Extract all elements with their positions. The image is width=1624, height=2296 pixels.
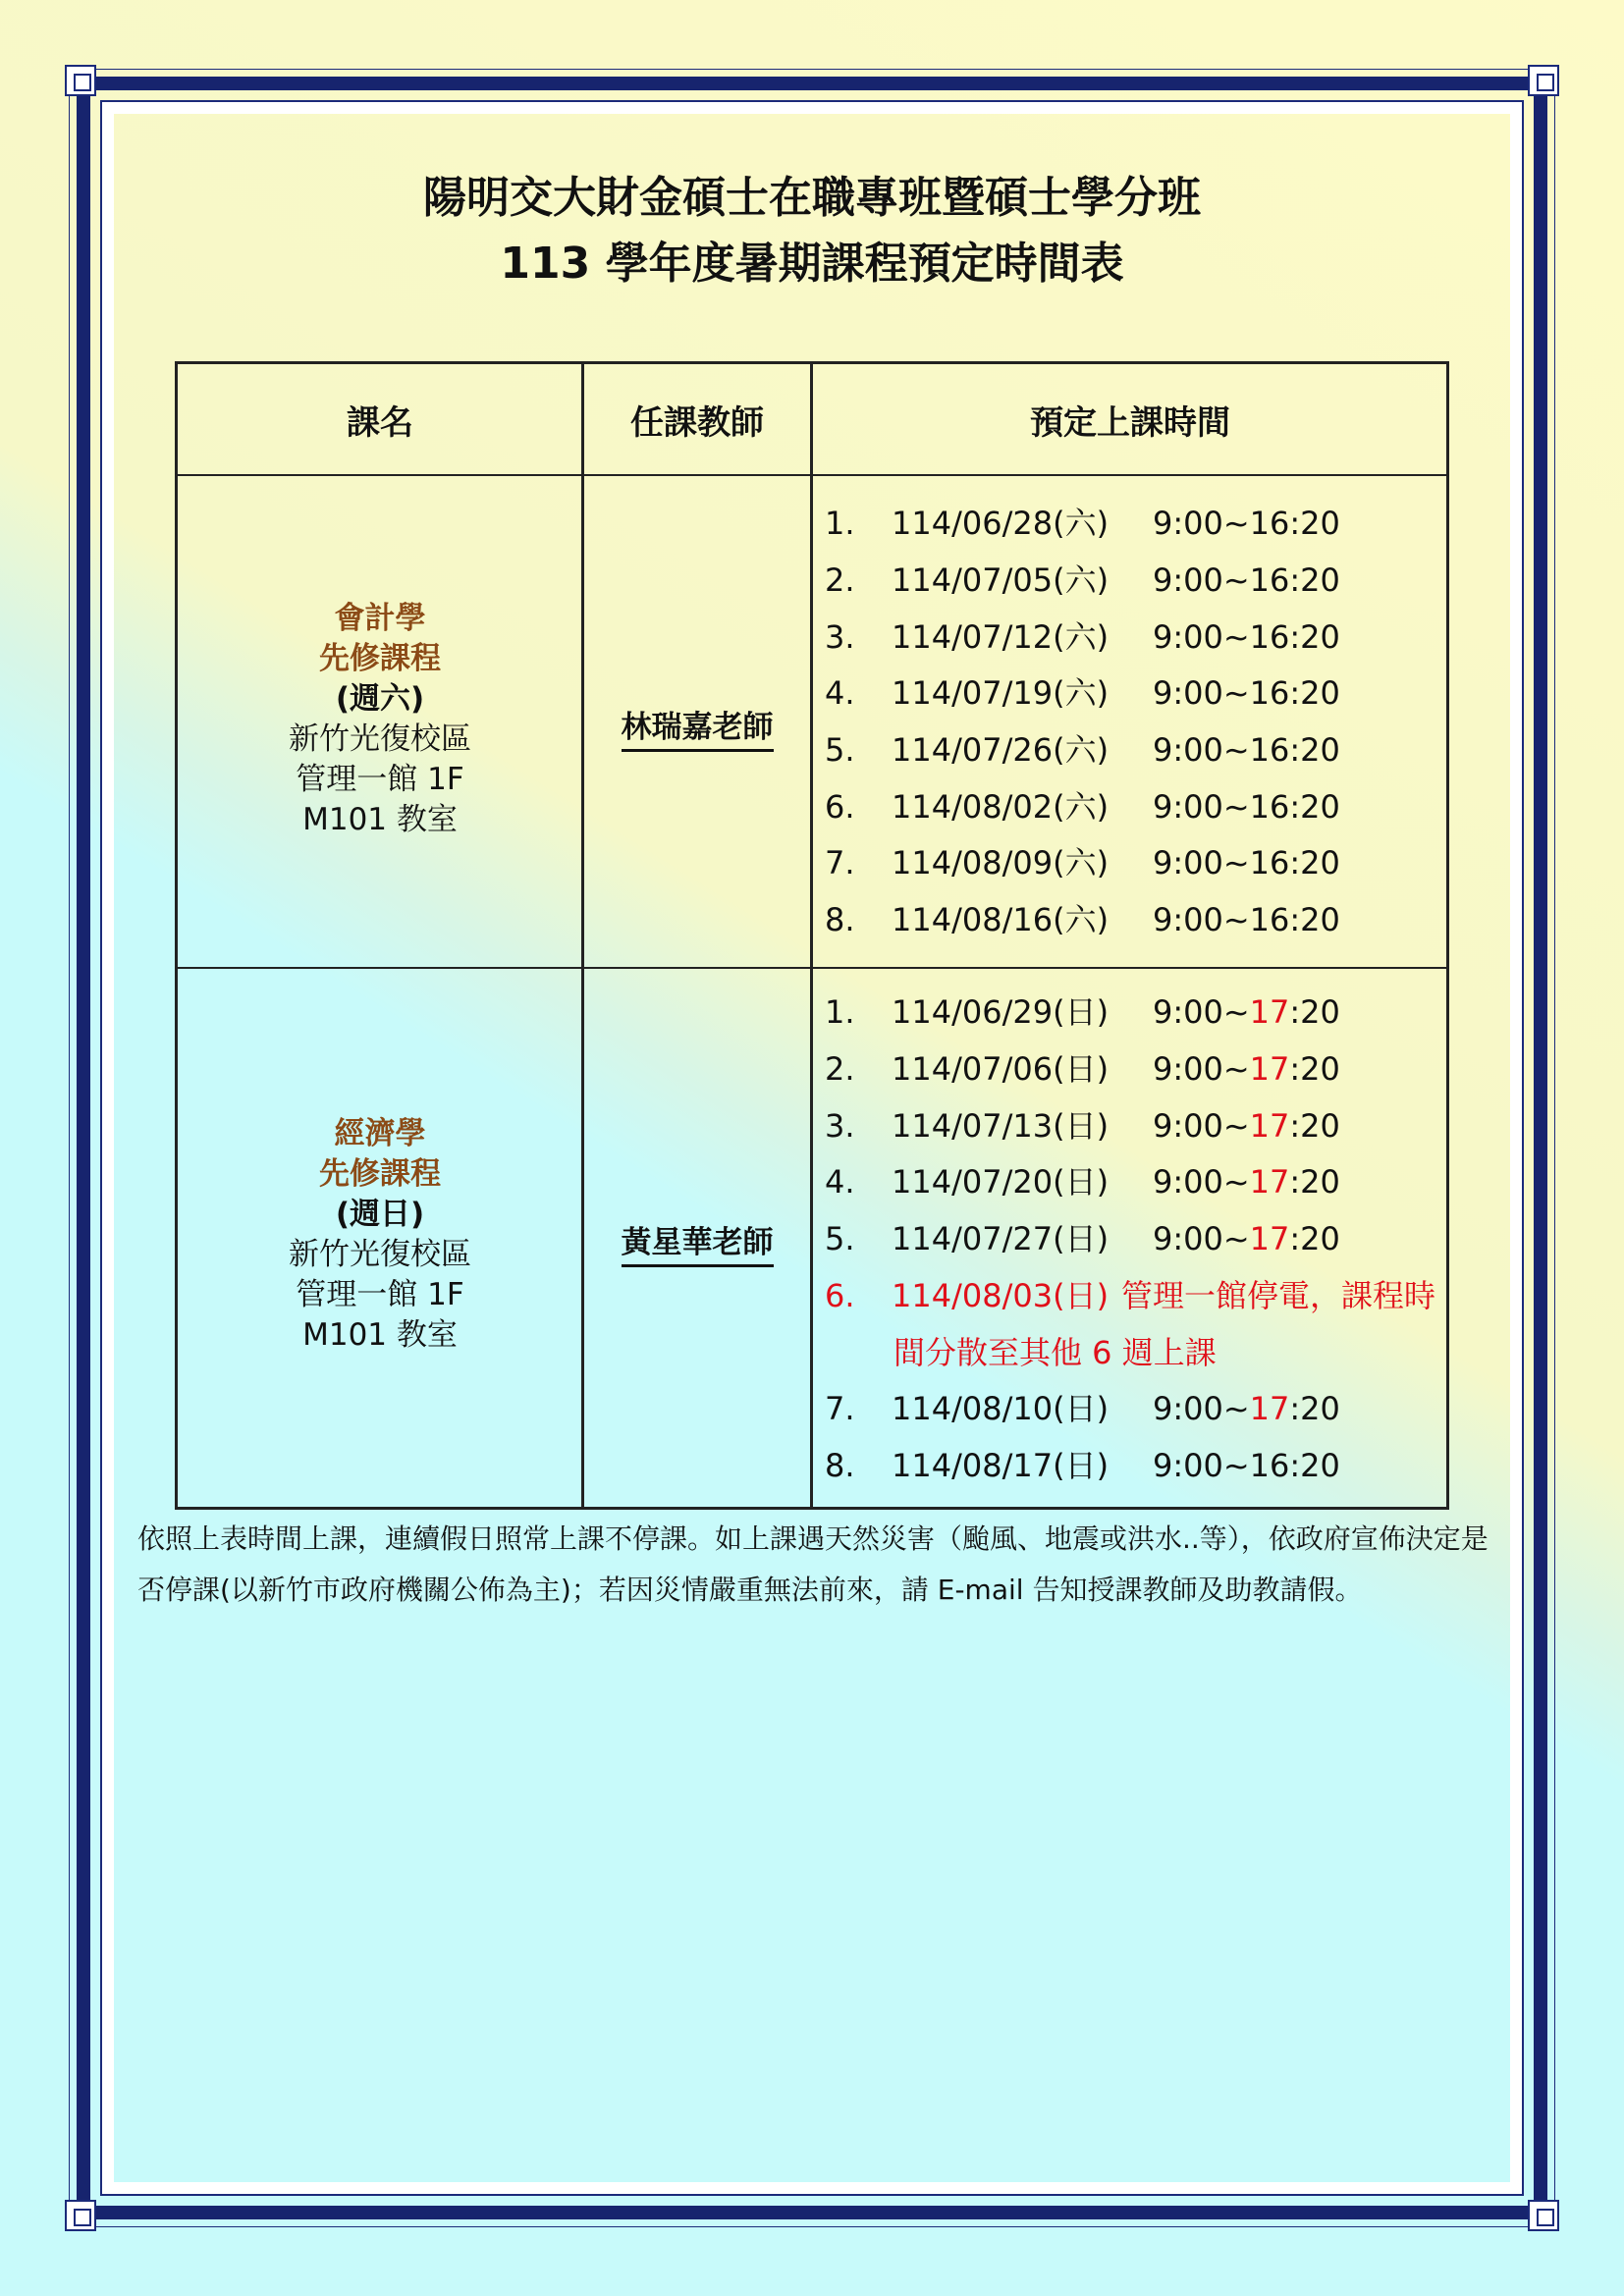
course-type: 先修課程 (319, 1156, 441, 1192)
corner-ornament-top-right (1528, 65, 1559, 96)
teacher-cell (583, 702, 811, 746)
course-day: (週六) (335, 681, 425, 717)
course-cell-economics (177, 1114, 583, 1356)
course-location: 管理一館 1F (296, 762, 464, 797)
corner-ornament-bottom-left (65, 2200, 96, 2231)
course-location: M101 教室 (302, 802, 458, 837)
course-type: 先修課程 (319, 641, 441, 676)
course-cell-accounting (177, 599, 583, 840)
course-location: 新竹光復校區 (289, 1237, 471, 1272)
header-teacher: 任課教師 (630, 402, 764, 443)
page-subtitle: 113 學年度暑期課程預定時間表 (500, 239, 1124, 289)
course-location: M101 教室 (302, 1317, 458, 1353)
teacher-cell (583, 1217, 811, 1261)
teacher-name: 黃星華老師 (622, 1225, 774, 1267)
course-name: 會計學 (334, 601, 426, 636)
corner-ornament-bottom-right (1528, 2200, 1559, 2231)
header-time: 預定上課時間 (1030, 402, 1230, 443)
course-location: 管理一館 1F (296, 1277, 464, 1312)
page-title: 陽明交大財金碩士在職專班暨碩士學分班 (423, 173, 1201, 223)
course-day: (週日) (335, 1197, 425, 1232)
session-note: 管理一館停電，課程時 (1121, 1277, 1436, 1314)
corner-ornament-top-left (65, 65, 96, 96)
footnote-text: 依照上表時間上課，連續假日照常上課不停課。如上課遇天然災害（颱風、地震或洪水..等），依政府宣佈決定是否停課(以新竹市政府機關公佈為主)；若因災情嚴重無法前來，請 E-mail 告知授課教師及助教請假。 (137, 1522, 1489, 1606)
course-location: 新竹光復校區 (289, 721, 471, 757)
header-course: 課名 (347, 402, 413, 443)
teacher-name: 林瑞嘉老師 (622, 710, 774, 752)
course-name: 經濟學 (334, 1116, 426, 1151)
session-note-continued: 間分散至其他 6 週上課 (893, 1334, 1217, 1371)
